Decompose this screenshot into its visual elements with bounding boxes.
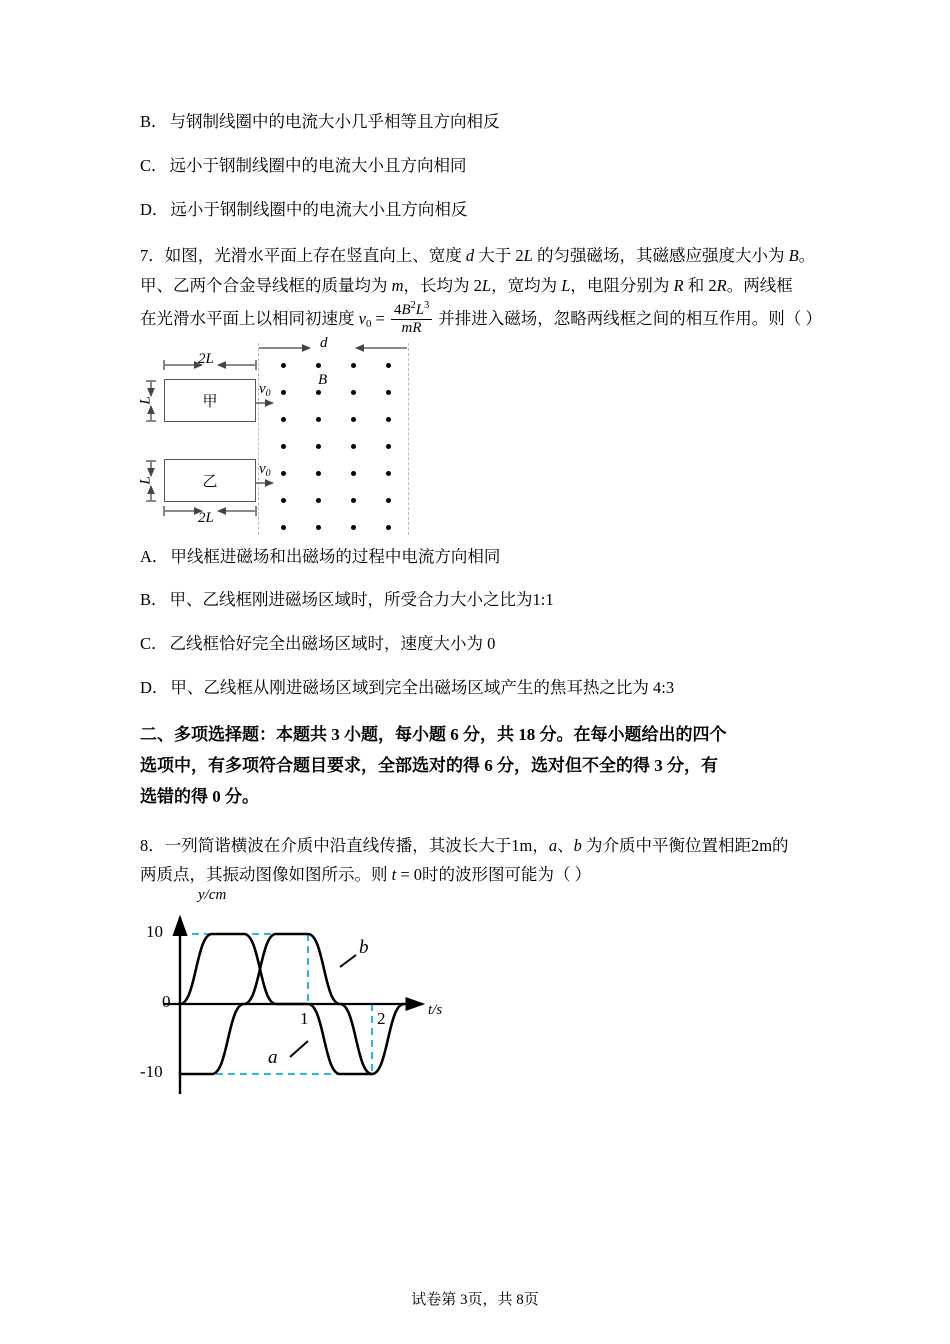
field-dot: [386, 471, 391, 476]
field-dot: [281, 498, 286, 503]
coil-label-jia: 甲: [202, 393, 218, 410]
q7-text: 。两线框: [726, 275, 793, 295]
var-m: m: [391, 275, 404, 295]
q7-stem-line-1: [140, 241, 830, 270]
q7-options: [140, 545, 830, 701]
num-L-exp: 3: [424, 299, 430, 311]
field-dot: [316, 525, 321, 530]
q7-stem-line-3: [140, 300, 830, 339]
section-heading-line: 选错的得 0 分。: [140, 786, 259, 806]
option-text: 远小于钢制线圈中的电流大小且方向相反: [170, 199, 468, 219]
d-dimension-arrow: [258, 343, 410, 357]
wave-chart-svg: [140, 889, 460, 1121]
field-dot: [386, 444, 391, 449]
field-dot: [351, 498, 356, 503]
option-label: C．: [140, 634, 168, 654]
option-label: B．: [140, 590, 168, 610]
q7-text: 的匀强磁场，其磁感应强度大小为: [532, 246, 789, 266]
field-dot: [351, 471, 356, 476]
option-row: [140, 545, 830, 570]
field-dot: [386, 363, 391, 368]
field-width-label: d: [320, 334, 328, 351]
question-8-stem: [140, 831, 830, 890]
option-row: [140, 632, 830, 657]
option-label: D．: [140, 677, 169, 697]
var-a: a: [548, 835, 558, 855]
var-v0-sub: 0: [365, 318, 372, 331]
var-L: L: [523, 246, 533, 266]
field-dot: [316, 444, 321, 449]
option-row: [140, 198, 830, 223]
field-left-boundary: [258, 343, 259, 535]
var-L: L: [561, 275, 571, 295]
q7-text: 7．如图，光滑水平面上存在竖直向上、宽度: [140, 246, 466, 266]
curve-a-leader: [290, 1041, 308, 1057]
den-R: R: [412, 319, 422, 336]
field-dot: [316, 390, 321, 395]
page-footer: [0, 1288, 950, 1309]
section-2-heading: [140, 720, 830, 813]
equals-sign: =: [371, 308, 389, 328]
num-B: B: [401, 301, 411, 318]
section-heading-line: 选项中，有多项符合题目要求，全部选对的得 6 分，选对但不全的得 3 分，有: [140, 755, 718, 775]
curve-b-leader: [340, 955, 356, 967]
option-label: A．: [140, 546, 169, 566]
var-B: B: [788, 246, 799, 266]
coil-box-jia: [164, 379, 256, 422]
field-dot: [281, 363, 286, 368]
field-dot: [351, 363, 356, 368]
field-dot: [386, 525, 391, 530]
fraction-v0: [391, 300, 432, 337]
q8-text: 为介质中平衡位置相距2m的: [581, 835, 789, 855]
num-L: L: [415, 301, 425, 318]
field-dot: [281, 525, 286, 530]
q7-text: 甲、乙两个合金导线框的质量均为: [140, 275, 392, 295]
q8-stem-line-2: [140, 860, 830, 889]
field-dot: [351, 417, 356, 422]
q8-stem-line-1: [140, 831, 830, 860]
jia-height-label: L: [137, 396, 154, 405]
field-dot: [351, 525, 356, 530]
field-dot: [316, 471, 321, 476]
num-B-exp: 2: [410, 299, 416, 311]
field-dot: [316, 363, 321, 368]
q7-text: 并排进入磁场，忽略两线框之间的相互作用。则（ ）: [434, 308, 822, 328]
option-text: 远小于钢制线圈中的电流大小且方向相同: [169, 155, 467, 175]
q8-text: 、: [557, 835, 574, 855]
top-width-label: 2L: [198, 350, 214, 367]
q7-text: 在光滑水平面上以相同初速度: [140, 308, 359, 328]
curve-label-a: a: [268, 1047, 278, 1069]
field-dot: [316, 498, 321, 503]
var-L: L: [481, 275, 492, 295]
option-row: [140, 588, 830, 613]
page-content: [137, 0, 830, 1121]
y-tick-label-0: 0: [162, 992, 171, 1012]
page-footer-text: 试卷第 3页，共 8页: [411, 1292, 539, 1308]
field-dot: [281, 390, 286, 395]
q8-text: 两质点，其振动图像如图所示。则: [140, 864, 392, 884]
y-tick-label-10: 10: [146, 922, 163, 942]
q7-stem-line-2: [140, 271, 830, 300]
option-text: 甲、乙线框从刚进磁场区域到完全出磁场区域产生的焦耳热之比为 4:3: [170, 677, 675, 697]
num-4: 4: [393, 301, 402, 318]
y-tick-label-neg10: -10: [140, 1062, 163, 1082]
fraction-denominator: [391, 319, 432, 337]
x-tick-label-2: 2: [377, 1009, 386, 1029]
x-axis-label-text: t/s: [428, 1002, 443, 1019]
q7-text: ，宽均为: [491, 275, 562, 295]
q7-text: 。: [798, 246, 816, 266]
option-text: 甲线框进磁场和出磁场的过程中电流方向相同: [170, 546, 501, 566]
q6-options: [140, 110, 830, 222]
field-label-B: B: [318, 371, 328, 388]
question-7-stem: [140, 241, 830, 338]
option-row: [140, 110, 830, 135]
var-t: t: [391, 864, 397, 884]
section-heading-line: 二、多项选择题：本题共 3 小题，每小题 6 分，共 18 分。在每小题给出的四个: [140, 724, 727, 744]
q8-text: = 0时的波形图可能为（ ）: [396, 864, 592, 884]
field-dot: [386, 390, 391, 395]
y-axis-label: [198, 887, 226, 904]
den-m: m: [401, 319, 413, 336]
field-dot: [351, 444, 356, 449]
var-b: b: [573, 835, 582, 855]
field-dot: [316, 417, 321, 422]
var-R: R: [673, 275, 684, 295]
option-label: D．: [140, 199, 169, 219]
q8-text: 8．一列简谐横波在介质中沿直线传播，其波长大于1m，: [140, 835, 549, 855]
y-axis-label-text: y/cm: [198, 887, 227, 904]
figure-coils-magnetic-field: [137, 334, 830, 535]
field-dot: [281, 444, 286, 449]
bottom-width-label: 2L: [198, 509, 214, 526]
x-tick-label-1: 1: [300, 1009, 309, 1029]
field-dot: [351, 390, 356, 395]
q7-text: 大于 2: [474, 246, 524, 266]
figure-vibration-graph: [140, 889, 830, 1121]
field-dot: [386, 498, 391, 503]
option-label: B．: [140, 112, 168, 131]
velocity-arrow-yi: [256, 477, 282, 489]
field-dot: [386, 417, 391, 422]
velocity-symbol: v: [259, 460, 266, 477]
velocity-subscript: 0: [265, 467, 271, 479]
option-row: [140, 154, 830, 179]
velocity-subscript: 0: [265, 387, 271, 399]
curve-label-b: b: [359, 937, 369, 959]
velocity-arrow-jia: [256, 397, 282, 409]
q7-text: ，电阻分别为: [570, 275, 674, 295]
var-v0: v: [358, 308, 366, 328]
x-axis-label: [428, 1002, 442, 1019]
field-dot: [281, 417, 286, 422]
var-R: R: [716, 275, 727, 295]
q7-text: ，长均为 2: [403, 275, 482, 295]
velocity-symbol: v: [259, 380, 266, 397]
var-d: d: [465, 246, 475, 266]
yi-height-label: L: [137, 476, 154, 485]
option-text: 乙线框恰好完全出磁场区域时，速度大小为 0: [169, 634, 496, 654]
coil-box-yi: [164, 459, 256, 502]
coil-label-yi: 乙: [202, 473, 218, 490]
option-text: 甲、乙线框刚进磁场区域时，所受合力大小之比为1:1: [169, 590, 554, 610]
q7-text: 和 2: [683, 275, 717, 295]
field-right-boundary: [408, 343, 409, 535]
option-text: 与钢制线圈中的电流大小几乎相等且方向相反: [169, 112, 500, 131]
option-label: C．: [140, 155, 168, 175]
option-row: [140, 676, 830, 701]
field-dot: [281, 471, 286, 476]
fraction-numerator: [391, 300, 432, 319]
